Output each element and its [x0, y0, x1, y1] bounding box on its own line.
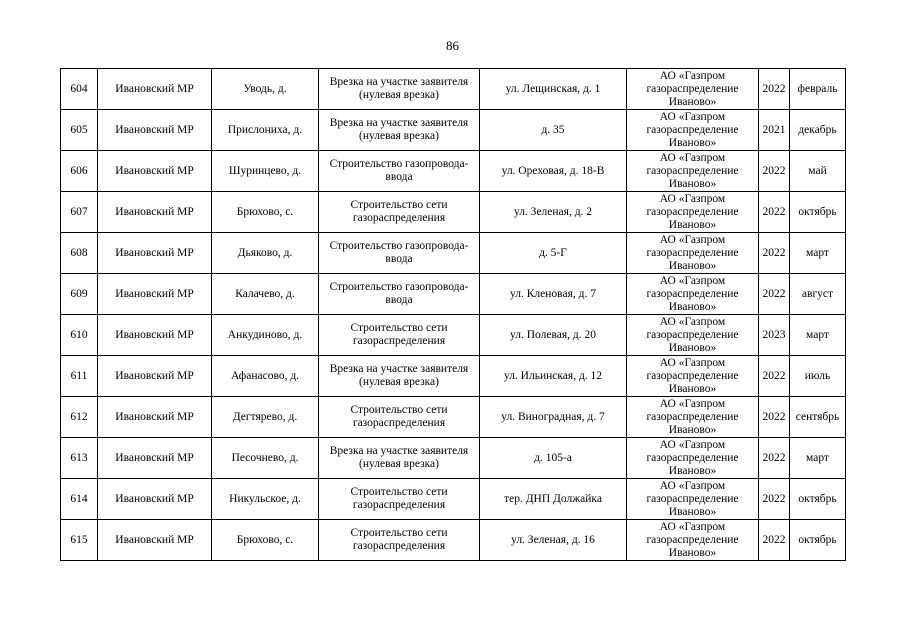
address-cell: ул. Виноградная, д. 7 — [480, 397, 627, 438]
locality-cell: Дегтярево, д. — [212, 397, 319, 438]
row-number-cell: 613 — [61, 438, 98, 479]
address-cell: ул. Зеленая, д. 2 — [480, 192, 627, 233]
month-cell: февраль — [790, 69, 846, 110]
work-type-cell: Строительство сети газораспределения — [319, 479, 480, 520]
address-cell: д. 105-а — [480, 438, 627, 479]
district-cell: Ивановский МР — [98, 69, 212, 110]
organization-cell: АО «Газпром газораспределение Иваново» — [627, 315, 759, 356]
district-cell: Ивановский МР — [98, 151, 212, 192]
year-cell: 2022 — [759, 397, 790, 438]
table-row — [61, 192, 846, 233]
district-cell: Ивановский МР — [98, 438, 212, 479]
district-cell: Ивановский МР — [98, 233, 212, 274]
year-cell: 2022 — [759, 151, 790, 192]
table-body — [61, 69, 846, 561]
year-cell: 2022 — [759, 274, 790, 315]
address-cell: тер. ДНП Должайка — [480, 479, 627, 520]
address-cell: ул. Ореховая, д. 18-В — [480, 151, 627, 192]
gasification-table — [60, 68, 846, 561]
month-cell: март — [790, 438, 846, 479]
month-cell: октябрь — [790, 520, 846, 561]
locality-cell: Калачево, д. — [212, 274, 319, 315]
table-row — [61, 438, 846, 479]
work-type-cell: Строительство сети газораспределения — [319, 315, 480, 356]
district-cell: Ивановский МР — [98, 110, 212, 151]
row-number-cell: 608 — [61, 233, 98, 274]
year-cell: 2023 — [759, 315, 790, 356]
table-row — [61, 233, 846, 274]
district-cell: Ивановский МР — [98, 356, 212, 397]
work-type-cell: Строительство газопровода-ввода — [319, 233, 480, 274]
organization-cell: АО «Газпром газораспределение Иваново» — [627, 438, 759, 479]
year-cell: 2022 — [759, 356, 790, 397]
locality-cell: Дьяково, д. — [212, 233, 319, 274]
table-row — [61, 397, 846, 438]
month-cell: май — [790, 151, 846, 192]
work-type-cell: Врезка на участке заявителя (нулевая врезка) — [319, 356, 480, 397]
month-cell: июль — [790, 356, 846, 397]
month-cell: сентябрь — [790, 397, 846, 438]
locality-cell: Песочнево, д. — [212, 438, 319, 479]
month-cell: март — [790, 315, 846, 356]
organization-cell: АО «Газпром газораспределение Иваново» — [627, 192, 759, 233]
year-cell: 2022 — [759, 233, 790, 274]
address-cell: ул. Зеленая, д. 16 — [480, 520, 627, 561]
row-number-cell: 607 — [61, 192, 98, 233]
locality-cell: Афанасово, д. — [212, 356, 319, 397]
address-cell: ул. Лещинская, д. 1 — [480, 69, 627, 110]
work-type-cell: Врезка на участке заявителя (нулевая врезка) — [319, 69, 480, 110]
row-number-cell: 614 — [61, 479, 98, 520]
organization-cell: АО «Газпром газораспределение Иваново» — [627, 233, 759, 274]
locality-cell: Уводь, д. — [212, 69, 319, 110]
work-type-cell: Врезка на участке заявителя (нулевая врезка) — [319, 438, 480, 479]
address-cell: ул. Ильинская, д. 12 — [480, 356, 627, 397]
locality-cell: Никульское, д. — [212, 479, 319, 520]
work-type-cell: Строительство сети газораспределения — [319, 397, 480, 438]
row-number-cell: 606 — [61, 151, 98, 192]
month-cell: декабрь — [790, 110, 846, 151]
row-number-cell: 604 — [61, 69, 98, 110]
year-cell: 2022 — [759, 69, 790, 110]
year-cell: 2022 — [759, 192, 790, 233]
locality-cell: Анкудиново, д. — [212, 315, 319, 356]
table-row — [61, 315, 846, 356]
organization-cell: АО «Газпром газораспределение Иваново» — [627, 520, 759, 561]
district-cell: Ивановский МР — [98, 274, 212, 315]
locality-cell: Брюхово, с. — [212, 520, 319, 561]
address-cell: ул. Кленовая, д. 7 — [480, 274, 627, 315]
year-cell: 2022 — [759, 520, 790, 561]
page-number: 86 — [446, 38, 459, 53]
row-number-cell: 615 — [61, 520, 98, 561]
table-row — [61, 520, 846, 561]
table-row — [61, 110, 846, 151]
work-type-cell: Врезка на участке заявителя (нулевая врезка) — [319, 110, 480, 151]
organization-cell: АО «Газпром газораспределение Иваново» — [627, 274, 759, 315]
work-type-cell: Строительство сети газораспределения — [319, 520, 480, 561]
row-number-cell: 612 — [61, 397, 98, 438]
month-cell: октябрь — [790, 192, 846, 233]
organization-cell: АО «Газпром газораспределение Иваново» — [627, 479, 759, 520]
work-type-cell: Строительство газопровода-ввода — [319, 274, 480, 315]
organization-cell: АО «Газпром газораспределение Иваново» — [627, 69, 759, 110]
locality-cell: Прислониха, д. — [212, 110, 319, 151]
work-type-cell: Строительство сети газораспределения — [319, 192, 480, 233]
work-type-cell: Строительство газопровода-ввода — [319, 151, 480, 192]
address-cell: д. 35 — [480, 110, 627, 151]
address-cell: ул. Полевая, д. 20 — [480, 315, 627, 356]
district-cell: Ивановский МР — [98, 479, 212, 520]
table-row — [61, 479, 846, 520]
row-number-cell: 605 — [61, 110, 98, 151]
row-number-cell: 609 — [61, 274, 98, 315]
locality-cell: Брюхово, с. — [212, 192, 319, 233]
organization-cell: АО «Газпром газораспределение Иваново» — [627, 397, 759, 438]
district-cell: Ивановский МР — [98, 397, 212, 438]
year-cell: 2021 — [759, 110, 790, 151]
organization-cell: АО «Газпром газораспределение Иваново» — [627, 151, 759, 192]
month-cell: август — [790, 274, 846, 315]
month-cell: март — [790, 233, 846, 274]
district-cell: Ивановский МР — [98, 192, 212, 233]
district-cell: Ивановский МР — [98, 520, 212, 561]
row-number-cell: 610 — [61, 315, 98, 356]
address-cell: д. 5-Г — [480, 233, 627, 274]
organization-cell: АО «Газпром газораспределение Иваново» — [627, 110, 759, 151]
row-number-cell: 611 — [61, 356, 98, 397]
year-cell: 2022 — [759, 479, 790, 520]
district-cell: Ивановский МР — [98, 315, 212, 356]
table-row — [61, 151, 846, 192]
table-row — [61, 274, 846, 315]
table-row — [61, 69, 846, 110]
locality-cell: Шуринцево, д. — [212, 151, 319, 192]
organization-cell: АО «Газпром газораспределение Иваново» — [627, 356, 759, 397]
year-cell: 2022 — [759, 438, 790, 479]
table-row — [61, 356, 846, 397]
month-cell: октябрь — [790, 479, 846, 520]
